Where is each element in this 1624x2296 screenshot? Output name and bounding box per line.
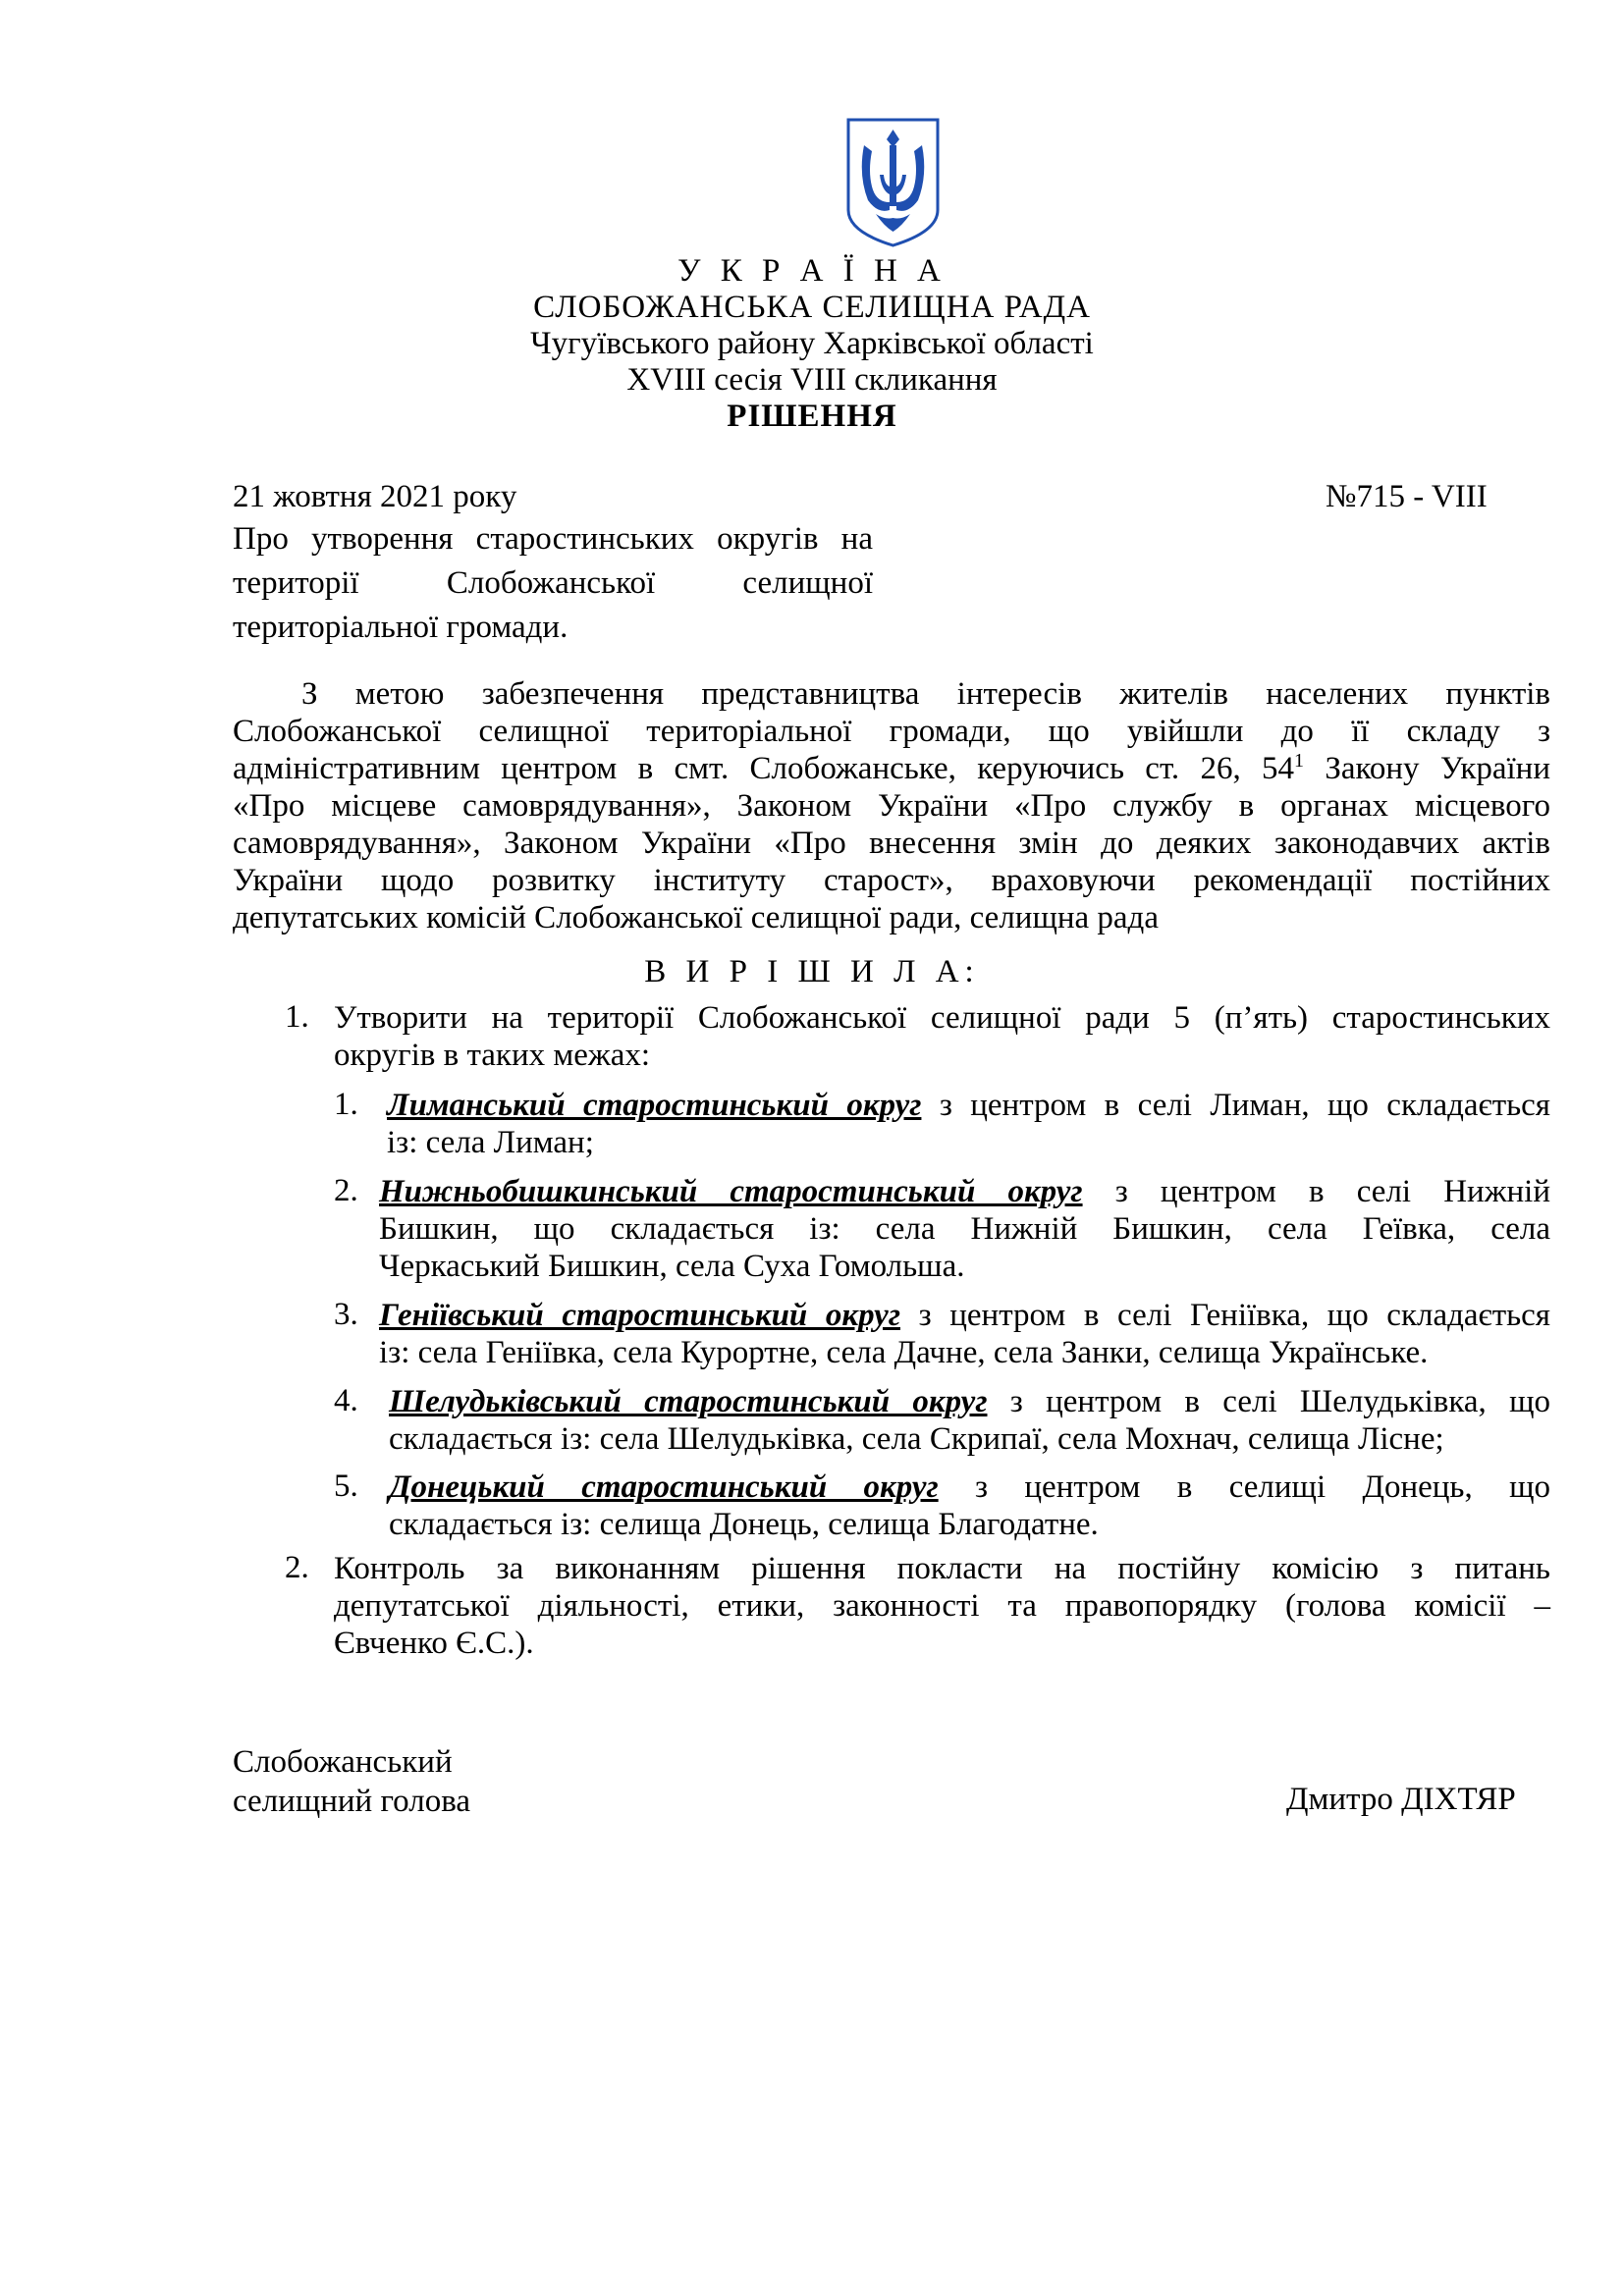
preamble-line: депутатських комісій Слобожанської селищної ради, селищна рада: [233, 900, 1159, 935]
item-text: з центром в селі Нижній: [1082, 1174, 1550, 1209]
subitem-number: 4.: [334, 1383, 358, 1418]
preamble-line: «Про місцеве самоврядування», Законом України «Про службу в органах місцевого: [233, 788, 1550, 824]
decision-number: №715 - VIII: [1326, 479, 1488, 514]
ukraine-trident-emblem: [844, 116, 942, 249]
preamble-line: Слобожанської селищної територіальної громади, що увійшли до її складу з: [233, 714, 1550, 749]
item-text: з центром в селищі Донець, що: [938, 1469, 1550, 1505]
item-line: [389, 1383, 1550, 1420]
signatory-title: [233, 1742, 470, 1821]
item-line: [389, 1468, 1550, 1506]
subitem-number: 5.: [334, 1468, 358, 1504]
subject-line: Про утворення старостинських округів на: [233, 521, 873, 557]
document-type-title: РІШЕННЯ: [727, 399, 897, 434]
item-line: Бишкин, що складається із: села Нижній Бишкин, села Геївка, села: [379, 1211, 1550, 1247]
preamble-line: України щодо розвитку інституту старост», враховуючи рекомендації постійних: [233, 863, 1550, 898]
article-superscript: 1: [1294, 750, 1305, 772]
item-line: Утворити на території Слобожанської селищної ради 5 (п’ять) старостинських: [334, 1000, 1550, 1036]
list-item: [389, 1383, 1550, 1458]
list-item: [334, 1550, 1550, 1662]
item-line: округів в таких межах:: [334, 1038, 651, 1073]
item-line: із: села Лиман;: [387, 1125, 594, 1160]
item-line: складається із: селища Донець, селища Благодатне.: [389, 1507, 1099, 1542]
item-number: 1.: [285, 999, 309, 1035]
item-line: із: села Геніївка, села Курортне, села Дачне, села Занки, селища Українське.: [379, 1335, 1429, 1370]
item-line: [387, 1087, 1550, 1124]
preamble-line: [233, 750, 1550, 787]
item-text: з центром в селі Шелудьківка, що: [987, 1384, 1550, 1419]
subject-line: територіальної громади.: [233, 610, 568, 645]
preamble-paragraph: [233, 675, 1550, 936]
item-line: [379, 1173, 1550, 1210]
list-item: [379, 1173, 1550, 1285]
list-item: [389, 1468, 1550, 1543]
header-council: СЛОБОЖАНСЬКА СЕЛИЩНА РАДА: [533, 290, 1091, 325]
signatory-name: Дмитро ДІХТЯР: [1286, 1782, 1516, 1817]
list-item: [387, 1124, 1550, 1161]
preamble-line: З метою забезпечення представництва інтересів жителів населених пунктів: [301, 676, 1550, 712]
subitem-number: 2.: [334, 1173, 358, 1208]
okrug-name: Донецький старостинський округ: [389, 1469, 939, 1505]
decision-subject: [233, 517, 873, 650]
item-text: з центром в селі Лиман, що складається: [921, 1088, 1550, 1123]
item-line: Контроль за виконанням рішення покласти на постійну комісію з питань: [334, 1551, 1550, 1586]
subitem-number: 3.: [334, 1297, 358, 1332]
list-item: [379, 1297, 1550, 1371]
header-country: У К Р А Ї Н А: [677, 253, 947, 289]
preamble-line: самоврядування», Законом України «Про внесення змін до деяких законодавчих актів: [233, 826, 1550, 861]
item-text: з центром в селі Геніївка, що складається: [900, 1298, 1550, 1333]
preamble-text: Закону України: [1304, 751, 1550, 786]
signatory-title-line: селищний голова: [233, 1784, 471, 1819]
item-line: Черкаський Бишкин, села Суха Гомольша.: [379, 1249, 965, 1284]
item-line: складається із: села Шелудьківка, села Скрипаї, села Мохнач, селища Лісне;: [389, 1421, 1444, 1457]
header-session: XVIII сесія VIII скликання: [626, 362, 998, 398]
subject-line: території Слобожанської селищної: [233, 565, 873, 601]
resolved-heading: В И Р І Ш И Л А:: [644, 954, 980, 989]
signatory-title-line: Слобожанський: [233, 1744, 453, 1780]
list-item: [387, 1087, 1550, 1124]
okrug-name: Шелудьківський старостинський округ: [389, 1384, 988, 1419]
item-line: [379, 1297, 1550, 1334]
decision-date: 21 жовтня 2021 року: [233, 479, 517, 514]
okrug-name: Лиманський старостинський округ: [387, 1088, 922, 1123]
preamble-text: адміністративним центром в смт. Слобожанське, керуючись ст. 26, 54: [233, 751, 1295, 786]
item-number: 2.: [285, 1550, 309, 1585]
list-item: [334, 999, 1550, 1074]
okrug-name: Нижньобишкинський старостинський округ: [379, 1174, 1083, 1209]
item-line: Євченко Є.С.).: [334, 1626, 534, 1661]
okrug-name: Геніївський старостинський округ: [379, 1298, 900, 1333]
header-district: Чугуївського району Харківської області: [530, 326, 1094, 361]
subitem-number: 1.: [334, 1087, 358, 1122]
item-line: депутатської діяльності, етики, законності та правопорядку (голова комісії –: [334, 1588, 1550, 1624]
